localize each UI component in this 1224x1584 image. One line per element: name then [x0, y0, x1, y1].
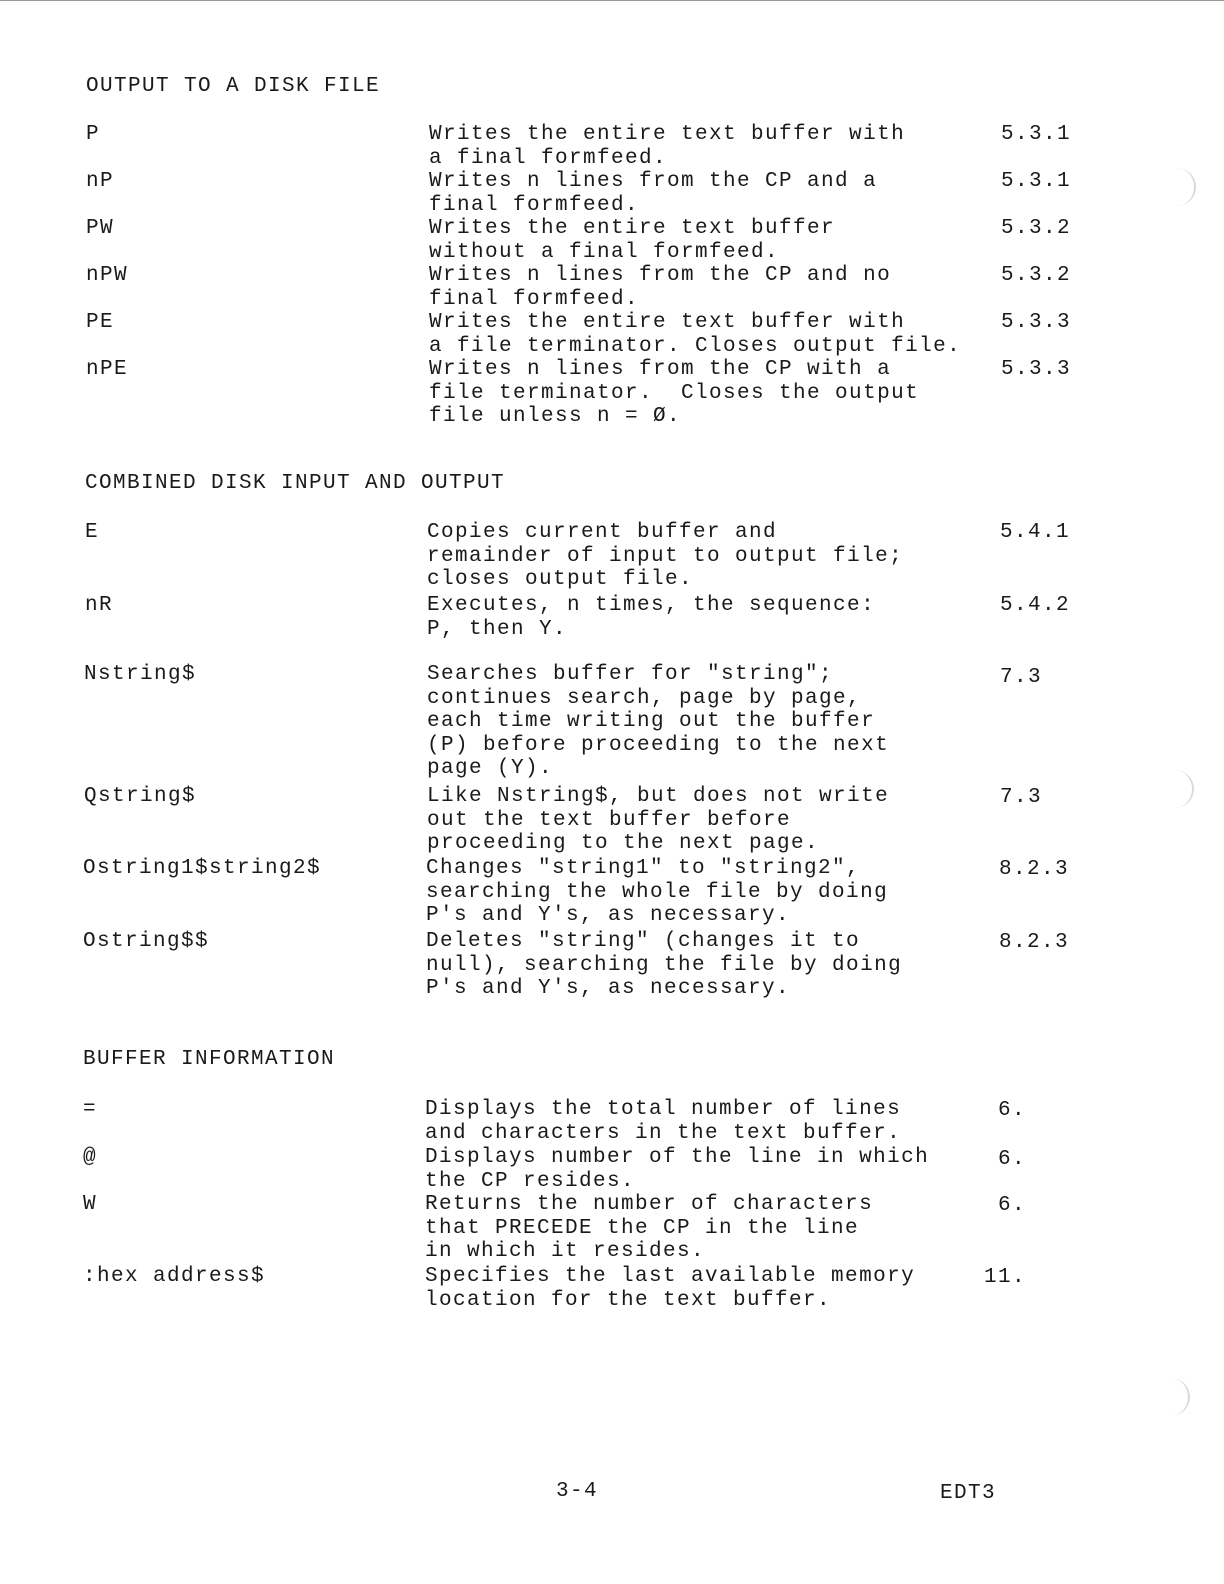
description-line: the CP resides. [425, 1169, 636, 1193]
description-line: P's and Y's, as necessary. [426, 904, 791, 927]
description-line: Deletes "string" (changes it to [426, 930, 861, 953]
command-name: nPE [86, 358, 129, 381]
description-line: Copies current buffer and [427, 521, 778, 544]
section-reference: 5.3.3 [1001, 311, 1072, 334]
command-description [429, 264, 891, 311]
description-line: that PRECEDE the CP in the line [425, 1216, 860, 1240]
page-number: 3-4 [556, 1480, 599, 1503]
description-line: P, then Y. [427, 617, 568, 641]
description-line: out the text buffer before [427, 808, 792, 832]
section-reference: 11. [984, 1266, 1027, 1289]
section-heading-output: OUTPUT TO A DISK FILE [86, 75, 381, 98]
command-description [427, 594, 875, 641]
section-reference: 6. [998, 1194, 1027, 1217]
section-reference: 5.3.2 [1001, 217, 1072, 240]
description-line: Like Nstring$, but does not write [427, 785, 890, 808]
command-description [425, 1146, 929, 1193]
description-line: Searches buffer for "string"; [427, 663, 834, 686]
top-rule [0, 0, 1224, 1]
command-name: nPW [86, 264, 129, 287]
description-line: Writes n lines from the CP and a [429, 170, 878, 193]
description-line: without a final formfeed. [429, 240, 780, 264]
section-reference: 6. [998, 1148, 1027, 1171]
command-description [426, 930, 902, 1001]
command-description [425, 1265, 915, 1312]
description-line: Writes the entire text buffer with [429, 311, 906, 334]
command-description [427, 785, 889, 856]
description-line: page (Y). [427, 757, 554, 780]
description-line: file unless n = Ø. [429, 405, 682, 428]
description-line: Changes "string1" to "string2", [426, 857, 861, 880]
description-line: Displays number of the line in which [425, 1146, 930, 1169]
section-reference: 5.4.2 [1000, 594, 1071, 617]
command-description [429, 123, 905, 170]
description-line: Writes n lines from the CP with a [429, 358, 892, 381]
command-name: nR [85, 594, 114, 617]
section-reference: 5.3.2 [1001, 264, 1072, 287]
command-name: Qstring$ [84, 785, 197, 808]
command-description [425, 1098, 901, 1145]
section-reference: 5.4.1 [1000, 521, 1071, 544]
description-line: a file terminator. Closes output file. [429, 334, 962, 358]
section-reference: 6. [998, 1099, 1027, 1122]
description-line: closes output file. [427, 568, 694, 591]
description-line: Writes n lines from the CP and no [429, 264, 892, 287]
description-line: final formfeed. [429, 287, 640, 311]
command-name: :hex address$ [83, 1265, 266, 1288]
description-line: remainder of input to output file; [427, 544, 904, 568]
command-description [429, 217, 835, 264]
description-line: Writes the entire text buffer with [429, 123, 906, 146]
description-line: location for the text buffer. [425, 1288, 832, 1312]
command-description [427, 521, 903, 592]
description-line: and characters in the text buffer. [425, 1121, 902, 1145]
command-name: P [86, 123, 101, 146]
description-line: Executes, n times, the sequence: [427, 594, 876, 617]
section-heading-combined: COMBINED DISK INPUT AND OUTPUT [85, 472, 506, 495]
command-name: Ostring1$string2$ [83, 857, 322, 880]
section-reference: 7.3 [1000, 786, 1043, 809]
section-heading-buffer: BUFFER INFORMATION [83, 1048, 336, 1071]
command-name: @ [83, 1146, 98, 1169]
punch-hole-mark [1172, 168, 1196, 206]
description-line: Writes the entire text buffer [429, 217, 836, 240]
description-line: Returns the number of characters [425, 1193, 874, 1216]
command-description [429, 170, 877, 217]
command-name: PW [86, 217, 115, 240]
description-line: final formfeed. [429, 193, 640, 217]
command-description [426, 857, 888, 928]
description-line: (P) before proceeding to the next [427, 733, 890, 757]
document-id: EDT3 [940, 1482, 997, 1505]
command-name: nP [86, 170, 115, 193]
section-reference: 7.3 [1000, 666, 1043, 689]
section-reference: 5.3.1 [1001, 123, 1072, 146]
description-line: each time writing out the buffer [427, 710, 876, 733]
command-description [429, 311, 961, 358]
section-reference: 5.3.1 [1001, 170, 1072, 193]
punch-hole-mark [1166, 1378, 1190, 1416]
command-name: PE [86, 311, 115, 334]
command-description [429, 358, 919, 429]
punch-hole-mark [1170, 770, 1194, 808]
command-name: = [83, 1098, 98, 1121]
command-description [427, 663, 889, 781]
description-line: null), searching the file by doing [426, 953, 903, 977]
command-description [425, 1193, 873, 1264]
command-name: Ostring$$ [83, 930, 210, 953]
description-line: continues search, page by page, [427, 686, 862, 710]
section-reference: 8.2.3 [999, 858, 1070, 881]
description-line: Specifies the last available memory [425, 1265, 916, 1288]
section-reference: 5.3.3 [1001, 358, 1072, 381]
description-line: file terminator. Closes the output [429, 381, 920, 405]
command-name: Nstring$ [84, 663, 197, 686]
description-line: P's and Y's, as necessary. [426, 977, 791, 1000]
command-name: E [85, 521, 100, 544]
section-reference: 8.2.3 [999, 931, 1070, 954]
description-line: Displays the total number of lines [425, 1098, 902, 1121]
description-line: proceeding to the next page. [427, 832, 820, 855]
description-line: in which it resides. [425, 1240, 706, 1263]
description-line: searching the whole file by doing [426, 880, 889, 904]
command-name: W [83, 1193, 98, 1216]
description-line: a final formfeed. [429, 146, 668, 170]
